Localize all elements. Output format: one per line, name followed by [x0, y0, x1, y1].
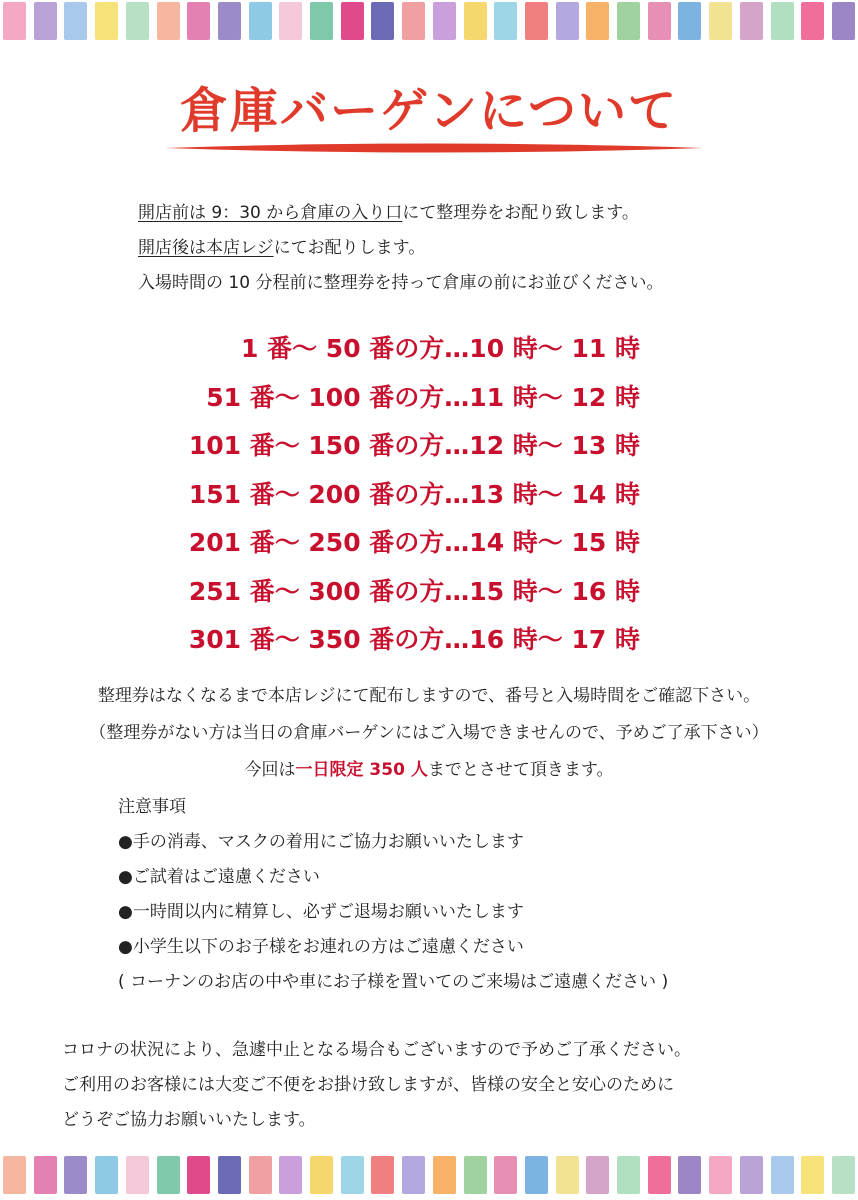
border-swatch — [678, 2, 701, 40]
schedule-row: 1 番～ 50 番の方…10 時～ 11 時 — [241, 334, 640, 363]
border-swatch — [556, 2, 579, 40]
schedule-row: 251 番～ 300 番の方…15 時～ 16 時 — [188, 576, 640, 606]
border-swatch — [249, 2, 272, 40]
border-swatch — [494, 1156, 517, 1194]
border-swatch — [157, 1156, 180, 1194]
border-swatch — [740, 2, 763, 40]
caution-item: ●小学生以下のお子様をお連れの方はご遠慮ください — [118, 937, 524, 957]
border-swatch — [310, 1156, 333, 1194]
border-swatch — [34, 1156, 57, 1194]
closing-line: コロナの状況により、急遽中止となる場合もございますので予めご了承ください。 — [62, 1040, 691, 1060]
border-swatch — [310, 2, 333, 40]
caution-item: ●ご試着はご遠慮ください — [118, 867, 320, 887]
border-swatch — [771, 1156, 794, 1194]
note-line-3-prefix: 今回は — [244, 760, 296, 780]
border-swatch — [126, 1156, 149, 1194]
border-swatch — [433, 2, 456, 40]
intro-line-2-underlined: 開店後は本店レジ — [138, 238, 274, 258]
border-swatch — [678, 1156, 701, 1194]
top-color-border — [0, 2, 858, 42]
intro-line-1-underlined: 開店前は 9：30 から倉庫の入り口 — [138, 203, 403, 223]
border-swatch — [556, 1156, 579, 1194]
intro-line-1-rest: にて整理券をお配り致します。 — [402, 203, 639, 223]
closing-line: ご利用のお客様には大変ご不便をお掛け致しますが、皆様の安全と安心のために — [62, 1075, 674, 1095]
border-swatch — [279, 1156, 302, 1194]
intro-line-1 — [138, 196, 838, 231]
border-swatch — [187, 1156, 210, 1194]
border-swatch — [95, 1156, 118, 1194]
ticket-notes — [0, 678, 858, 789]
border-swatch — [709, 1156, 732, 1194]
border-swatch — [586, 1156, 609, 1194]
caution-subnote: ( コーナンのお店の中や車にお子様を置いてのご来場はご遠慮ください ) — [118, 972, 669, 992]
caution-item: ●一時間以内に精算し、必ずご退場お願いいたします — [118, 902, 524, 922]
note-line-3 — [0, 752, 858, 789]
schedule-row: 301 番～ 350 番の方…16 時～ 17 時 — [188, 625, 640, 654]
border-swatch — [709, 2, 732, 40]
intro-line-2-rest: にてお配りします。 — [273, 238, 426, 258]
border-swatch — [586, 2, 609, 40]
intro-text — [138, 196, 838, 301]
border-swatch — [740, 1156, 763, 1194]
title-underline — [165, 141, 703, 155]
schedule-row: 101 番～ 150 番の方…12 時～ 13 時 — [188, 431, 640, 460]
closing-line: どうぞご協力お願いいたします。 — [62, 1110, 316, 1130]
border-swatch — [371, 1156, 394, 1194]
note-line-2: （整理券がない方は当日の倉庫バーゲンにはご入場できませんので、予めご了承下さい） — [89, 723, 769, 743]
schedule-row: 201 番～ 250 番の方…14 時～ 15 時 — [188, 528, 640, 557]
border-swatch — [126, 2, 149, 40]
intro-line-3: 入場時間の 10 分程前に整理券を持って倉庫の前にお並びください。 — [138, 273, 664, 293]
border-swatch — [64, 2, 87, 40]
border-swatch — [433, 1156, 456, 1194]
intro-line-2 — [138, 231, 838, 266]
border-swatch — [464, 2, 487, 40]
cautions-heading: 注意事項 — [118, 797, 186, 817]
border-swatch — [801, 1156, 824, 1194]
border-swatch — [249, 1156, 272, 1194]
border-swatch — [187, 2, 210, 40]
border-swatch — [3, 1156, 26, 1194]
schedule-row: 51 番～ 100 番の方…11 時～ 12 時 — [206, 382, 640, 412]
border-swatch — [525, 1156, 548, 1194]
daily-limit-highlight: 一日限定 350 人 — [295, 760, 428, 780]
border-swatch — [95, 2, 118, 40]
note-line-1: 整理券はなくなるまで本店レジにて配布しますので、番号と入場時間をご確認下さい。 — [97, 686, 761, 706]
border-swatch — [34, 2, 57, 40]
border-swatch — [525, 2, 548, 40]
border-swatch — [832, 1156, 855, 1194]
border-swatch — [402, 2, 425, 40]
border-swatch — [341, 1156, 364, 1194]
border-swatch — [648, 2, 671, 40]
bottom-color-border — [0, 1156, 858, 1196]
border-swatch — [494, 2, 517, 40]
schedule-row: 151 番～ 200 番の方…13 時～ 14 時 — [188, 479, 640, 509]
border-swatch — [3, 2, 26, 40]
border-swatch — [279, 2, 302, 40]
border-swatch — [64, 1156, 87, 1194]
border-swatch — [617, 1156, 640, 1194]
border-swatch — [617, 2, 640, 40]
border-swatch — [832, 2, 855, 40]
closing-message — [62, 1033, 842, 1138]
border-swatch — [771, 2, 794, 40]
page-title: 倉庫バーゲンについて — [179, 83, 679, 139]
border-swatch — [218, 1156, 241, 1194]
border-swatch — [157, 2, 180, 40]
entry-schedule — [150, 325, 640, 665]
border-swatch — [371, 2, 394, 40]
cautions-section — [118, 790, 838, 1000]
border-swatch — [218, 2, 241, 40]
border-swatch — [801, 2, 824, 40]
border-swatch — [648, 1156, 671, 1194]
note-line-3-suffix: までとさせて頂きます。 — [427, 760, 614, 780]
border-swatch — [402, 1156, 425, 1194]
caution-item: ●手の消毒、マスクの着用にご協力お願いいたします — [118, 832, 524, 852]
border-swatch — [464, 1156, 487, 1194]
border-swatch — [341, 2, 364, 40]
